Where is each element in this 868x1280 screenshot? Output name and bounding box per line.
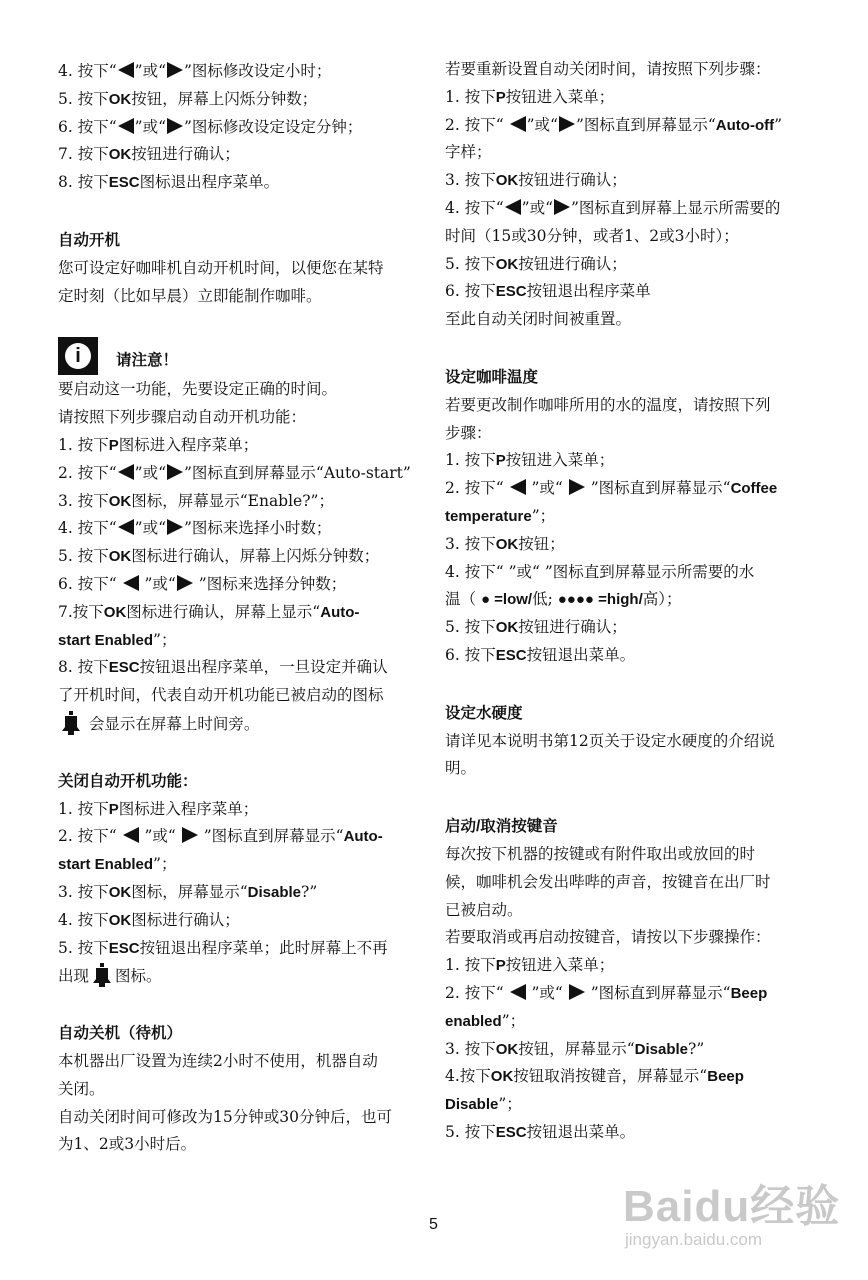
text-line — [58, 1048, 433, 1076]
text-line — [445, 642, 820, 670]
bold-term: Auto- — [343, 828, 383, 846]
text-run: 7. 按下 — [58, 145, 109, 164]
text-run: 2. 按下“ — [445, 479, 509, 498]
text-run: 6. 按下 — [445, 282, 496, 301]
text-run: 高）； — [642, 590, 682, 609]
paragraph — [58, 796, 433, 991]
text-run: ”图标直到屏幕显示“ — [198, 827, 344, 846]
text-run: 3. 按下 — [58, 882, 109, 901]
text-run: 8. 按下 — [58, 658, 109, 677]
note-callout — [58, 336, 433, 376]
text-line — [445, 841, 820, 869]
text-run: 按钮进行确认； — [131, 145, 240, 164]
text-run: 8. 按下 — [58, 173, 109, 192]
text-run: 4.按下 — [445, 1067, 491, 1086]
text-run: 按钮，屏幕显示“ — [518, 1039, 635, 1058]
text-run: 3. 按下 — [445, 534, 496, 553]
text-run: 已被启动。 — [445, 900, 523, 919]
text-run: 3. 按下 — [445, 171, 496, 190]
left-arrow-icon — [118, 464, 134, 480]
text-run: 图标，屏幕显示“ — [131, 882, 248, 901]
text-line — [58, 255, 433, 283]
bold-term: ESC — [495, 1123, 527, 1141]
text-run: 4. 按下 — [58, 910, 109, 929]
right-arrow-icon — [182, 827, 198, 843]
text-line — [445, 139, 820, 167]
text-run: 4. 按下“ — [445, 198, 504, 217]
bold-term: Disable — [634, 1040, 689, 1058]
text-line — [445, 306, 820, 334]
text-run: 按钮进入菜单； — [505, 87, 615, 106]
text-line — [445, 1036, 820, 1064]
text-line — [58, 283, 433, 311]
text-run: ”图标来选择小时数； — [184, 519, 332, 538]
note-label: 请注意！ — [116, 350, 179, 370]
paragraph — [445, 728, 820, 784]
bold-term: Beep — [707, 1068, 744, 1086]
text-line — [445, 420, 820, 448]
bold-term: Disable — [247, 883, 302, 901]
text-run: 1. 按下 — [445, 451, 496, 470]
left-arrow-icon — [118, 62, 134, 78]
left-arrow-icon — [123, 827, 139, 843]
section-heading: 设定咖啡温度 — [445, 368, 539, 386]
text-run: 2. 按下“ — [58, 827, 122, 846]
text-line — [445, 223, 820, 251]
text-line — [58, 543, 433, 571]
text-run: ”或“ — [526, 115, 558, 134]
text-run: 4. 按下“ — [58, 62, 117, 80]
text-line — [445, 755, 820, 783]
section-heading: 自动开机 — [58, 231, 121, 249]
text-run: 7.按下 — [58, 602, 104, 621]
text-line — [445, 392, 820, 420]
bold-term: ESC — [108, 174, 140, 192]
text-line — [58, 460, 433, 488]
bold-term: ●●●● =high/ — [557, 591, 643, 609]
text-line — [58, 58, 433, 86]
bold-term: OK — [108, 911, 132, 929]
text-run: 按钮退出程序菜单 — [526, 282, 651, 301]
bold-term: ESC — [108, 659, 140, 677]
right-arrow-icon — [177, 575, 193, 591]
text-run: 1. 按下 — [445, 956, 496, 975]
right-arrow-icon — [569, 984, 585, 1000]
text-line — [445, 56, 820, 84]
text-run: 5. 按下 — [445, 1122, 496, 1141]
text-line — [58, 823, 433, 851]
text-line — [58, 86, 433, 114]
bold-term: P — [108, 800, 119, 818]
text-run: 若要重新设置自动关闭时间，请按照下列步骤： — [445, 60, 771, 78]
page-number: 5 — [429, 1216, 438, 1233]
text-line — [58, 432, 433, 460]
text-run: 按钮取消按键音，屏幕显示“ — [513, 1067, 708, 1086]
text-run: 按钮退出程序菜单，一旦设定并确认 — [139, 658, 388, 677]
bold-term: temperature — [445, 507, 532, 525]
right-arrow-icon — [554, 199, 570, 215]
left-arrow-icon — [505, 199, 521, 215]
text-line — [58, 488, 433, 516]
text-run: ”； — [153, 855, 177, 874]
text-run: 按钮进入菜单； — [505, 451, 615, 470]
text-run: ”图标直到屏幕显示“Auto-start” — [184, 463, 411, 482]
bold-term: OK — [108, 146, 132, 164]
text-line — [58, 710, 433, 738]
text-run: 3. 按下 — [445, 1039, 496, 1058]
text-run: 低; — [532, 590, 558, 609]
right-arrow-icon — [569, 479, 585, 495]
bold-term: P — [495, 957, 506, 975]
text-run: ” — [774, 115, 783, 134]
text-run: 关闭。 — [58, 1079, 105, 1098]
text-line — [58, 376, 433, 404]
paragraph — [58, 255, 433, 311]
text-run: ”； — [501, 1011, 526, 1030]
text-line — [445, 952, 820, 980]
text-run: 2. 按下“ — [445, 983, 509, 1002]
text-run: 要启动这一功能，先要设定正确的时间。 — [58, 380, 338, 399]
bold-term: OK — [490, 1068, 514, 1086]
text-run: 按钮进入菜单； — [505, 956, 615, 975]
text-run: ”图标直到屏幕显示“ — [585, 983, 731, 1002]
watermark-logo: Baidu经验 — [623, 1182, 841, 1231]
bold-term: OK — [103, 603, 127, 621]
text-run: 请按照下列步骤启动自动开机功能： — [58, 408, 307, 427]
text-run: ”； — [498, 1095, 522, 1114]
text-run: 本机器出厂设置为连续2小时不使用，机器自动 — [58, 1051, 378, 1070]
bold-term: ESC — [108, 939, 140, 957]
text-line — [58, 114, 433, 142]
text-run: 字样； — [445, 143, 492, 162]
text-line — [445, 586, 820, 614]
text-run: 6. 按下“ — [58, 574, 122, 593]
text-line — [445, 980, 820, 1008]
right-arrow-icon — [559, 116, 575, 132]
text-line — [58, 851, 433, 879]
text-run: 若要取消或再启动按键音，请按以下步骤操作： — [445, 928, 771, 947]
bold-term: P — [495, 88, 506, 106]
text-line — [58, 627, 433, 655]
left-arrow-icon — [118, 519, 134, 535]
text-run: 6. 按下“ — [58, 117, 117, 136]
text-line — [58, 654, 433, 682]
left-arrow-icon — [510, 479, 526, 495]
bold-term: ● =low/ — [480, 591, 533, 609]
text-run: 每次按下机器的按键或有附件取出或放回的时 — [445, 844, 756, 863]
bold-term: OK — [495, 172, 519, 190]
text-line — [445, 531, 820, 559]
text-run: 出现 — [58, 967, 90, 986]
text-run: 至此自动关闭时间被重置。 — [445, 310, 632, 329]
text-run: 5. 按下 — [445, 618, 496, 637]
text-line — [445, 112, 820, 140]
text-run: 按钮进行确认； — [518, 618, 627, 637]
text-run: ”或“ — [526, 983, 568, 1002]
text-line — [445, 559, 820, 587]
text-run: 按钮退出菜单。 — [526, 1122, 636, 1141]
right-column — [445, 56, 820, 1147]
bold-term: Beep — [730, 984, 768, 1002]
text-line — [58, 1131, 433, 1159]
text-run: 图标，屏幕显示“Enable?”； — [131, 491, 334, 510]
text-run: 为1、2或3小时后。 — [58, 1135, 197, 1154]
bell-icon — [58, 710, 84, 736]
text-run: 1. 按下 — [445, 87, 496, 106]
text-run: 1. 按下 — [58, 435, 109, 454]
bold-term: OK — [495, 1040, 519, 1058]
bold-term: OK — [495, 255, 519, 273]
bold-term: enabled — [445, 1012, 502, 1030]
bold-term: start Enabled — [58, 856, 154, 874]
text-run: 2. 按下“ — [445, 115, 509, 134]
text-run: ”图标修改设定小时； — [184, 62, 332, 80]
section-heading: 启动/取消按键音 — [445, 818, 558, 836]
section-heading: 设定水硬度 — [445, 704, 523, 722]
text-line — [58, 1076, 433, 1104]
paragraph — [58, 1048, 433, 1159]
text-line — [445, 869, 820, 897]
text-line — [445, 195, 820, 223]
baidu-watermark — [615, 1150, 850, 1260]
text-run: 1. 按下 — [58, 799, 109, 818]
text-line — [58, 571, 433, 599]
bold-term: OK — [495, 619, 519, 637]
text-run: ”或“ — [139, 827, 181, 846]
text-line — [58, 169, 433, 197]
bold-term: Coffee — [730, 480, 778, 498]
text-run: ”； — [153, 630, 177, 649]
text-run: 图标进行确认，屏幕上闪烁分钟数； — [131, 547, 380, 566]
text-run: 按钮进行确认； — [518, 254, 627, 273]
text-run: 温（ — [445, 590, 481, 609]
text-line — [58, 404, 433, 432]
text-run: 按钮进行确认； — [518, 171, 627, 190]
text-run: ”图标直到屏幕显示“ — [575, 115, 716, 134]
text-run: ”或“ — [134, 519, 166, 538]
bold-term: OK — [108, 548, 132, 566]
text-run: ”或“ — [134, 62, 166, 80]
left-arrow-icon — [510, 984, 526, 1000]
text-run: 图标。 — [115, 967, 162, 986]
text-run: ”或“ — [134, 463, 166, 482]
text-run: ?” — [688, 1039, 705, 1058]
right-arrow-icon — [167, 118, 183, 134]
text-run: 请详见本说明书第12页关于设定水硬度的介绍说 — [445, 731, 775, 750]
text-line — [445, 1063, 820, 1091]
text-line — [58, 796, 433, 824]
text-line — [445, 503, 820, 531]
text-run: 若要更改制作咖啡所用的水的温度，请按照下列 — [445, 395, 771, 414]
text-line — [58, 682, 433, 710]
text-run: 2. 按下“ — [58, 463, 117, 482]
bold-term: Disable — [445, 1096, 499, 1114]
text-run: 图标进入程序菜单； — [118, 799, 259, 818]
text-line — [445, 167, 820, 195]
text-line — [445, 1008, 820, 1036]
text-run: ”图标修改设定设定分钟； — [184, 117, 363, 136]
watermark-url: jingyan.baidu.com — [625, 1230, 763, 1249]
text-run: 6. 按下 — [445, 645, 496, 664]
bold-term: OK — [108, 883, 132, 901]
bold-term: start Enabled — [58, 631, 154, 649]
text-line — [58, 935, 433, 963]
text-run: 会显示在屏幕上时间旁。 — [84, 714, 260, 733]
left-arrow-icon — [123, 575, 139, 591]
bold-term: P — [108, 436, 119, 454]
left-arrow-icon — [118, 118, 134, 134]
text-line — [445, 614, 820, 642]
section-heading: 关闭自动开机功能： — [58, 772, 198, 790]
text-run: 3. 按下 — [58, 491, 109, 510]
text-line — [445, 1119, 820, 1147]
text-run: 按钮退出程序菜单；此时屏幕上不再 — [139, 938, 388, 957]
text-run: 5. 按下 — [58, 938, 109, 957]
text-line — [58, 515, 433, 543]
text-run: 了开机时间，代表自动开机功能已被启动的图标 — [58, 686, 384, 705]
text-run: ”或“ — [139, 574, 176, 593]
text-line — [445, 924, 820, 952]
text-line — [58, 907, 433, 935]
text-run: 图标进行确认，屏幕上显示“ — [126, 602, 321, 621]
text-run: 定时刻（比如早晨）立即能制作咖啡。 — [58, 286, 322, 305]
text-run: 时间（15或30分钟，或者1、2或3小时）； — [445, 226, 739, 245]
text-run: 按钮退出菜单。 — [526, 645, 636, 664]
text-line — [445, 447, 820, 475]
text-line — [445, 251, 820, 279]
text-line — [445, 278, 820, 306]
paragraph — [445, 56, 820, 334]
text-run: 图标退出程序菜单。 — [139, 173, 280, 192]
text-run: 明。 — [445, 759, 477, 778]
paragraph — [58, 376, 433, 737]
text-run: ”图标来选择分钟数； — [193, 574, 347, 593]
bold-term: OK — [108, 90, 132, 108]
text-run: 按钮； — [518, 534, 565, 553]
left-column — [58, 58, 433, 1159]
text-run: ”图标直到屏幕上显示所需要的 — [571, 198, 781, 217]
text-run: 图标进入程序菜单； — [118, 435, 259, 454]
section-heading: 自动关机（待机） — [58, 1025, 183, 1043]
text-run: ”或“ — [521, 198, 553, 217]
bold-term: ESC — [495, 283, 527, 301]
bold-term: P — [495, 452, 506, 470]
bold-term: Auto-off — [715, 116, 775, 134]
text-run: 4. 按下“ ”或“ ”图标直到屏幕显示所需要的水 — [445, 562, 755, 581]
text-run: ”图标直到屏幕显示“ — [585, 479, 731, 498]
bold-term: OK — [108, 492, 132, 510]
text-run: 按钮，屏幕上闪烁分钟数； — [131, 89, 318, 108]
text-run: 步骤： — [445, 423, 492, 442]
text-run: 5. 按下 — [445, 254, 496, 273]
info-icon: i — [58, 337, 98, 375]
text-run: 自动关闭时间可修改为15分钟或30分钟后，也可 — [58, 1107, 392, 1126]
text-run: 您可设定好咖啡机自动开机时间，以便您在某特 — [58, 258, 384, 277]
text-run: ”； — [531, 506, 556, 525]
text-line — [445, 728, 820, 756]
text-run: ?” — [301, 882, 318, 901]
text-run: 4. 按下“ — [58, 519, 117, 538]
bold-term: OK — [495, 535, 519, 553]
right-arrow-icon — [167, 519, 183, 535]
text-line — [58, 879, 433, 907]
text-run: 5. 按下 — [58, 547, 109, 566]
text-line — [445, 1091, 820, 1119]
bell-icon — [89, 962, 115, 988]
text-line — [58, 1104, 433, 1132]
text-line — [58, 141, 433, 169]
text-run: 图标进行确认； — [131, 910, 240, 929]
text-run: 候，咖啡机会发出哔哔的声音，按键音在出厂时 — [445, 872, 771, 891]
text-line — [58, 599, 433, 627]
paragraph — [445, 392, 820, 670]
right-arrow-icon — [167, 464, 183, 480]
left-arrow-icon — [510, 116, 526, 132]
text-line — [445, 897, 820, 925]
bold-term: Auto- — [320, 603, 360, 621]
right-arrow-icon — [167, 62, 183, 78]
paragraph — [58, 58, 433, 197]
text-line — [445, 475, 820, 503]
text-line — [445, 84, 820, 112]
text-run: ”或“ — [526, 479, 568, 498]
text-run: ”或“ — [134, 117, 166, 136]
text-run: 5. 按下 — [58, 89, 109, 108]
bold-term: ESC — [495, 646, 527, 664]
text-line — [58, 962, 433, 990]
paragraph — [445, 841, 820, 1147]
